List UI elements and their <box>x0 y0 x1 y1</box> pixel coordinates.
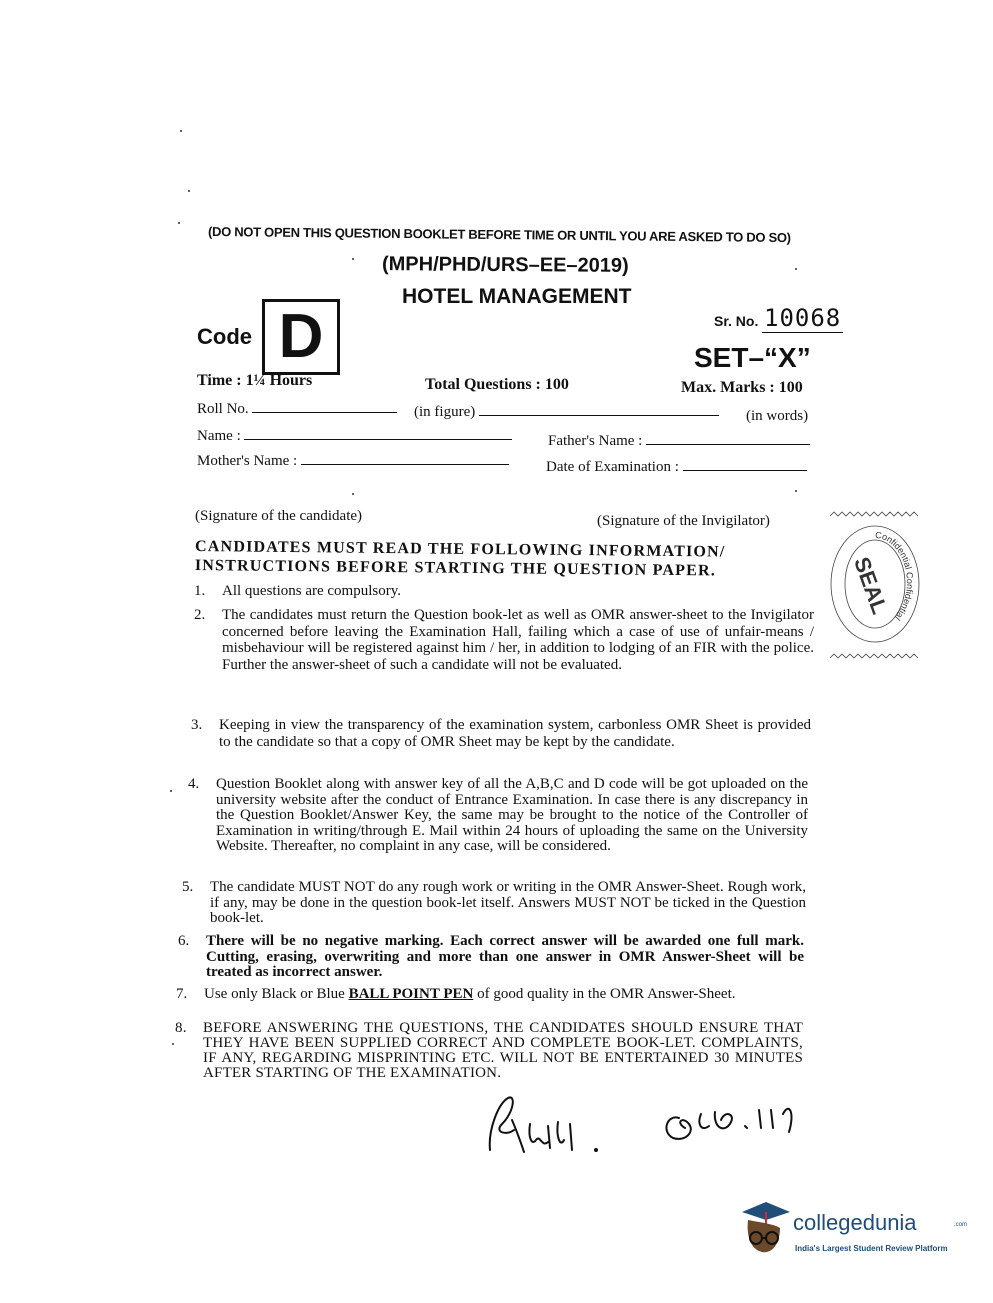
in-figure-line <box>479 403 719 416</box>
instruction-text-part: of good quality in the OMR Answer-Sheet. <box>473 986 736 1002</box>
name-field <box>197 427 512 445</box>
instruction-text <box>204 986 804 1003</box>
mothers-name-label: Mother's Name : <box>197 453 298 469</box>
instruction-text: There will be no negative marking. Each correct answer will be awarded one full mark. Cutting, erasing, overwriting and more than one answer in OMR Answer-Sheet will be treated as incorrect answer. <box>206 933 804 980</box>
seal-text: SEAL <box>848 553 893 618</box>
collegedunia-logo-suffix: .com <box>954 1222 968 1228</box>
instruction-text: The candidates must return the Question book-let as well as OMR answer-sheet to the Invigilator concerned before leaving the Examination Hall, failing which a case of use of unfair-means / misbehaviour will be registered against him / her, in addition to lodging of an FIR with the police. Further the answer-sheet of such a candidate will not be evaluated. <box>222 607 814 673</box>
date-of-exam-field <box>546 458 807 476</box>
instruction-number: 3. <box>191 717 203 733</box>
instruction-item <box>176 986 804 1003</box>
instruction-item <box>178 933 804 981</box>
instruction-number: 5. <box>182 879 194 895</box>
fathers-name-label: Father's Name : <box>548 433 643 449</box>
fathers-name-field <box>548 432 810 450</box>
time-duration: Time : 1¼ Hours <box>197 372 313 389</box>
instruction-text-part: Use only Black or Blue <box>204 986 349 1002</box>
exam-code: (MPH/PHD/URS–EE–2019) <box>381 253 629 277</box>
instruction-text: BEFORE ANSWERING THE QUESTIONS, THE CANDIDATES SHOULD ENSURE THAT THEY HAVE BEEN SUPPLIED CORRECT AND COMPLETE BOOK-LET. COMPLAINTS, IF ANY, REGARDING MISPRINTING ETC. WILL NOT BE ENTERTAINED 30 MINUTES AFTER STARTING OF THE EXAMINATION. <box>203 1020 803 1081</box>
ball-point-pen-text: BALL POINT PEN <box>348 986 474 1002</box>
name-label: Name : <box>197 428 241 444</box>
date-of-exam-label: Date of Examination : <box>546 459 679 475</box>
in-words-label: (in words) <box>746 408 809 424</box>
instruction-item <box>188 776 808 855</box>
date-of-exam-line <box>683 458 807 471</box>
instruction-item <box>194 607 814 673</box>
seal-ring-text: Confidential Confidential <box>874 529 915 623</box>
instruction-number: 8. <box>175 1020 187 1036</box>
roll-no-field <box>197 400 397 418</box>
code-label: Code <box>197 324 252 349</box>
instruction-item <box>182 879 806 927</box>
do-not-open-warning: (DO NOT OPEN THIS QUESTION BOOKLET BEFORE TIME OR UNTIL YOU ARE ASKED TO DO SO) <box>207 224 791 246</box>
serial-number-value: 10068 <box>764 304 842 332</box>
instruction-number: 1. <box>194 583 206 599</box>
instruction-item <box>191 717 811 750</box>
instructions-heading-line2: INSTRUCTIONS BEFORE STARTING THE QUESTION PAPER. <box>194 556 717 580</box>
instruction-number: 2. <box>194 607 206 623</box>
subject-title: HOTEL MANAGEMENT <box>402 285 632 308</box>
instruction-text: Question Booklet along with answer key of all the A,B,C and D code will be got uploaded on the university website after the conduct of Entrance Examination. In case there is any discrepancy in the Question Booklet/Answer Key, the same may be brought to the notice of the Controller of Examination in writing/through E. Mail within 24 hours of uploading the same on the University Website. Thereafter, no complaint in any case, will be considered. <box>216 776 808 854</box>
fathers-name-line <box>646 432 810 445</box>
collegedunia-tagline: India's Largest Student Review Platform <box>795 1244 948 1253</box>
instruction-text: Keeping in view the transparency of the examination system, carbonless OMR Sheet is provided to the candidate so that a copy of OMR Sheet may be kept by the candidate. <box>219 717 811 750</box>
candidate-signature-label: (Signature of the candidate) <box>195 508 363 524</box>
instructions-heading-line1: CANDIDATES MUST READ THE FOLLOWING INFORMATION/ <box>195 538 726 561</box>
total-questions: Total Questions : 100 <box>425 376 569 393</box>
instruction-item <box>175 1020 803 1081</box>
in-figure-field <box>414 403 719 421</box>
invigilator-signature-label: (Signature of the Invigilator) <box>597 513 770 529</box>
set-label: SET–“X” <box>694 342 811 373</box>
confidential-seal-stamp <box>826 508 924 664</box>
instruction-item <box>194 583 812 600</box>
instruction-number: 4. <box>188 776 200 792</box>
handwritten-signature-2 <box>655 1092 815 1152</box>
handwritten-signature-1 <box>478 1090 618 1162</box>
roll-no-label: Roll No. <box>197 401 249 417</box>
max-marks: Max. Marks : 100 <box>681 379 803 396</box>
serial-number-label: Sr. No. <box>714 313 759 329</box>
instruction-number: 7. <box>176 986 188 1002</box>
mothers-name-line <box>301 452 509 465</box>
instruction-text: The candidate MUST NOT do any rough work or writing in the OMR Answer-Sheet. Rough work, if any, may be done in the question book-let itself. Answers MUST NOT be ticked in the Question book-let. <box>210 879 806 926</box>
in-figure-label: (in figure) <box>414 404 476 420</box>
mothers-name-field <box>197 452 509 470</box>
collegedunia-logo-text: collegedunia <box>793 1210 917 1235</box>
instruction-text: All questions are compulsory. <box>222 583 401 599</box>
roll-no-line <box>252 400 397 413</box>
name-line <box>244 427 512 440</box>
collegedunia-logo-icon <box>738 1198 792 1258</box>
code-box: D <box>262 299 340 375</box>
instruction-number: 6. <box>178 933 190 949</box>
instructions-heading <box>195 537 726 581</box>
